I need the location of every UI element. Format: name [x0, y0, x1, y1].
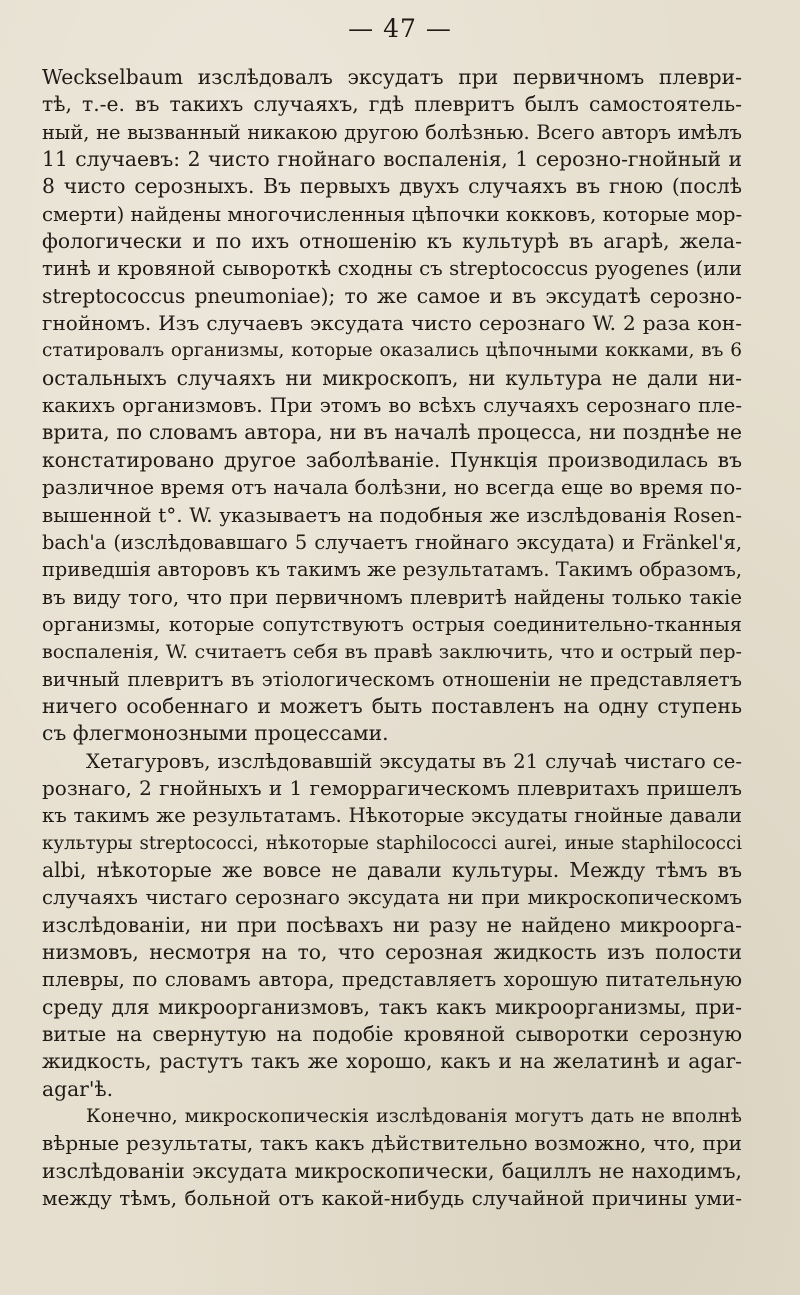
text-line: вичный плевритъ въ этіологическомъ отношеніи не представляетъ: [42, 667, 742, 691]
text-line: Конечно, микроскопическія изслѣдованія могутъ дать не вполнѣ: [86, 1106, 742, 1128]
text-line: изслѣдованіи, ни при посѣвахъ ни разу не найдено микроорга-: [42, 912, 742, 937]
text-line: витые на свернутую на подобіе кровяной сыворотки серозную: [42, 1022, 742, 1047]
text-line: низмовъ, несмотря на то, что серозная жидкость изъ полости: [42, 940, 742, 964]
text-line: вышенной t°. W. указываетъ на подобныя же изслѣдованія Rosen-: [42, 502, 742, 527]
page-number: — 47 —: [348, 14, 452, 43]
text-line: 8 чисто серозныхъ. Въ первыхъ двухъ случаяхъ въ гною (послѣ: [42, 174, 742, 199]
text-line: 11 случаевъ: 2 чисто гнойнаго воспаленія, 1 серозно-гнойный и: [42, 147, 742, 172]
text-line: ничего особеннаго и можетъ быть поставленъ на одну ступень: [42, 693, 742, 718]
text-line: тѣ, т.-е. въ такихъ случаяхъ, гдѣ плевритъ былъ самостоятель-: [42, 92, 742, 117]
text-line: воспаленія, W. считаетъ себя въ правѣ заключить, что и острый пер-: [42, 640, 742, 664]
text-line: рознаго, 2 гнойныхъ и 1 геморрагическомъ плевритахъ пришелъ: [42, 775, 742, 800]
text-line: между тѣмъ, больной отъ какой-нибудь случайной причины уми-: [42, 1186, 742, 1211]
text-line: ный, не вызванный никакою другою болѣзнью. Всего авторъ имѣлъ: [42, 120, 742, 144]
text-line: организмы, которые сопутствуютъ острыя соединительно-тканныя: [42, 612, 742, 636]
text-line: среду для микроорганизмовъ, такъ какъ микроорганизмы, при-: [42, 994, 742, 1019]
text-line: различное время отъ начала болѣзни, но всегда еще во время по-: [42, 475, 742, 500]
text-line: изслѣдованіи эксудата микроскопически, бациллъ не находимъ,: [42, 1158, 742, 1183]
text-line: случаяхъ чистаго серознаго эксудата ни при микроскопическомъ: [42, 886, 742, 910]
text-line: статировалъ организмы, которые оказались цѣпочными кокками, въ 6: [42, 340, 742, 362]
text-line: врита, по словамъ автора, ни въ началѣ процесса, ни позднѣе не: [42, 420, 742, 445]
text-line: bach'а (изслѣдовавшаго 5 случаетъ гнойнаго эксудата) и Fränkel'я,: [42, 530, 742, 554]
text-line: какихъ организмовъ. При этомъ во всѣхъ случаяхъ серознаго пле-: [42, 394, 742, 418]
text-line: остальныхъ случаяхъ ни микроскопъ, ни культура не дали ни-: [42, 365, 742, 390]
text-line: къ такимъ же результатамъ. Нѣкоторые эксудаты гнойные давали: [42, 804, 742, 828]
text-line: вѣрные результаты, такъ какъ дѣйствительно возможно, что, при: [42, 1131, 742, 1156]
text-line: гнойномъ. Изъ случаевъ эксудата чисто серознаго W. 2 раза кон-: [42, 311, 742, 336]
text-line: въ виду того, что при первичномъ плевритѣ найдены только такіе: [42, 585, 742, 609]
body-text: [42, 64, 742, 1212]
text-line: констатировано другое заболѣваніе. Пункція производилась въ: [42, 447, 742, 472]
text-line: съ флегмонозными процессами.: [42, 721, 389, 746]
text-line: agar'ѣ.: [42, 1076, 114, 1101]
text-line: тинѣ и кровяной сывороткѣ сходны съ streptococcus pyogenes (или: [42, 257, 742, 281]
text-line: смерти) найдены многочисленныя цѣпочки кокковъ, которые мор-: [42, 202, 743, 226]
text-line: культуры streptococci, нѣкоторые staphilococci aurei, иные staphilococci: [42, 832, 742, 854]
text-line: albi, нѣкоторые же вовсе не давали культуры. Между тѣмъ въ: [42, 857, 742, 882]
text-line: streptococcus pneumoniae); то же самое и въ эксудатѣ серозно-: [42, 283, 742, 308]
text-line: приведшія авторовъ къ такимъ же результатамъ. Такимъ образомъ,: [42, 558, 742, 582]
text-line: фологически и по ихъ отношенію къ культурѣ въ агарѣ, жела-: [42, 229, 742, 254]
text-line: жидкость, растутъ такъ же хорошо, какъ и на желатинѣ и agar-: [42, 1049, 742, 1074]
text-line: Хетагуровъ, изслѣдовавшій эксудаты въ 21 случаѣ чистаго се-: [86, 749, 742, 773]
text-line: плевры, по словамъ автора, представляетъ хорошую питательную: [42, 968, 742, 992]
text-line: Weckselbaum изслѣдовалъ эксудатъ при первичномъ плеври-: [42, 65, 742, 89]
